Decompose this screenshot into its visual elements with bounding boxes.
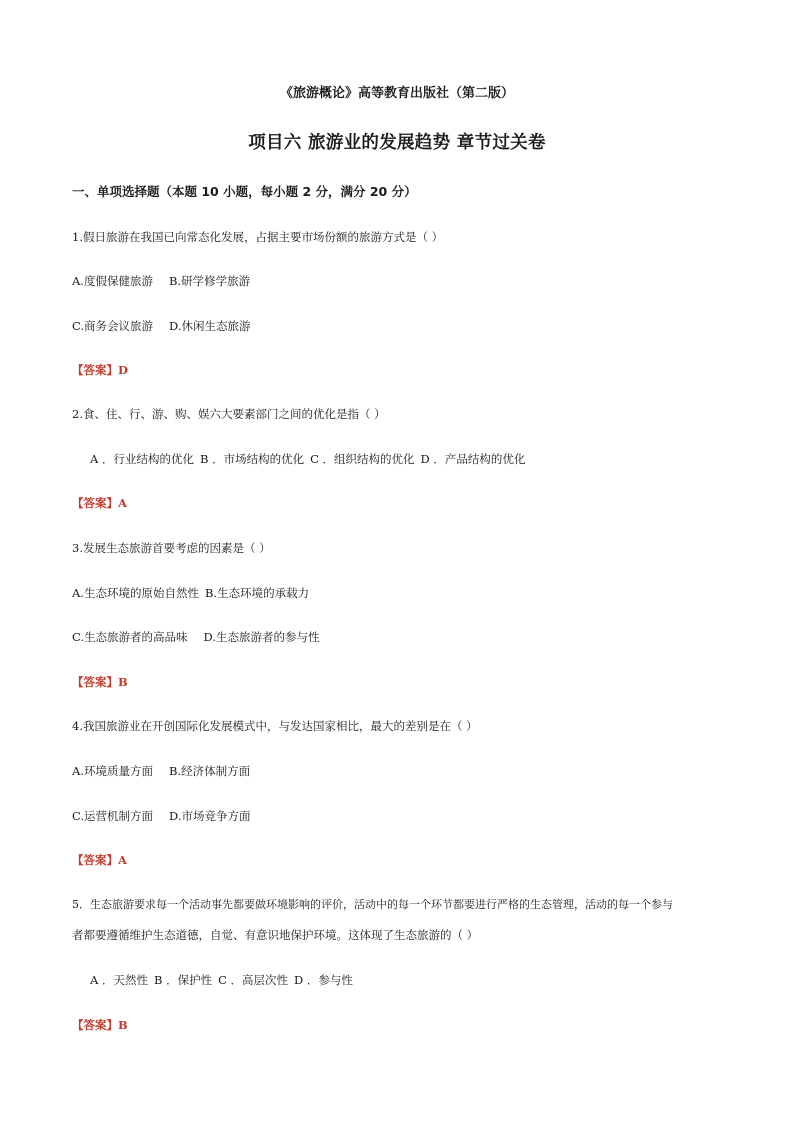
question-3-option-c: C.生态旅游者的高品味 xyxy=(72,630,188,644)
question-4-option-b: B.经济体制方面 xyxy=(168,764,251,778)
document-subtitle: 《旅游概论》高等教育出版社（第二版） xyxy=(279,86,514,101)
answer-value: A xyxy=(118,496,127,510)
question-5-stem-line-2: 者都要遵循维护生态道德，自觉、有意识地保护环境。这体现了生态旅游的（ ） xyxy=(72,928,479,942)
question-3-stem: 3.发展生态旅游首要考虑的因素是（ ） xyxy=(72,541,271,555)
question-5-option-c: C ．高层次性 xyxy=(218,973,289,987)
answer-value: D xyxy=(118,363,128,377)
question-3-option-b: B.生态环境的承载力 xyxy=(204,586,310,600)
question-5-option-b: B ．保护性 xyxy=(153,973,213,987)
answer-value: B xyxy=(118,675,128,689)
question-5-stem-line-1: 5．生态旅游要求每一个活动事先都要做环境影响的评价，活动中的每一个环节都要进行严格的生态管理，活动的每一个参与 xyxy=(72,898,673,911)
question-3-option-a: A.生态环境的原始自然性 xyxy=(72,586,199,600)
question-1-answer xyxy=(72,362,128,378)
question-1-options-row-1 xyxy=(72,273,250,289)
question-1-option-c: C.商务会议旅游 xyxy=(72,319,154,333)
question-4-stem: 4.我国旅游业在开创国际化发展模式中，与发达国家相比，最大的差别是在（ ） xyxy=(72,719,478,733)
question-4-option-a: A.环境质量方面 xyxy=(72,764,153,778)
answer-value: A xyxy=(118,853,127,867)
section-heading: 一、单项选择题（本题 10 小题，每小题 2 分，满分 20 分） xyxy=(72,184,417,199)
question-4-option-d: D.市场竞争方面 xyxy=(169,809,251,823)
question-1-option-a: A.度假保健旅游 xyxy=(72,274,153,288)
question-2-answer xyxy=(72,495,127,511)
document-title: 项目六 旅游业的发展趋势 章节过关卷 xyxy=(248,133,546,153)
question-4-answer xyxy=(72,852,127,868)
question-3-options-row-2 xyxy=(72,629,320,645)
question-4-options-row-2 xyxy=(72,808,251,824)
answer-label: 【答案】 xyxy=(72,496,118,510)
answer-label: 【答案】 xyxy=(72,1018,118,1032)
question-3-answer xyxy=(72,674,128,690)
question-2-option-d: D ．产品结构的优化 xyxy=(420,452,526,466)
question-2-option-b: B ．市场结构的优化 xyxy=(199,452,305,466)
question-4-option-c: C.运营机制方面 xyxy=(72,809,154,823)
question-1-stem: 1.假日旅游在我国已向常态化发展，占据主要市场份额的旅游方式是（ ） xyxy=(72,230,444,244)
question-5-option-a: A ．天然性 xyxy=(90,973,148,987)
answer-label: 【答案】 xyxy=(72,675,118,689)
question-2-options-row xyxy=(90,451,525,467)
question-1-options-row-2 xyxy=(72,318,251,334)
question-3-options-row-1 xyxy=(72,585,309,601)
answer-label: 【答案】 xyxy=(72,363,118,377)
answer-value: B xyxy=(118,1018,128,1032)
question-1-option-d: D.休闲生态旅游 xyxy=(169,319,251,333)
question-2-stem: 2.食、住、行、游、购、娱六大要素部门之间的优化是指（ ） xyxy=(72,407,386,421)
question-2-option-c: C ．组织结构的优化 xyxy=(310,452,415,466)
question-1-option-b: B.研学修学旅游 xyxy=(168,274,251,288)
question-3-option-d: D.生态旅游者的参与性 xyxy=(203,630,320,644)
question-2-option-a: A ．行业结构的优化 xyxy=(90,452,194,466)
question-5-answer xyxy=(72,1017,128,1033)
question-5-options-row xyxy=(90,972,353,988)
question-4-options-row-1 xyxy=(72,763,250,779)
question-5-option-d: D ．参与性 xyxy=(294,973,353,987)
answer-label: 【答案】 xyxy=(72,853,118,867)
